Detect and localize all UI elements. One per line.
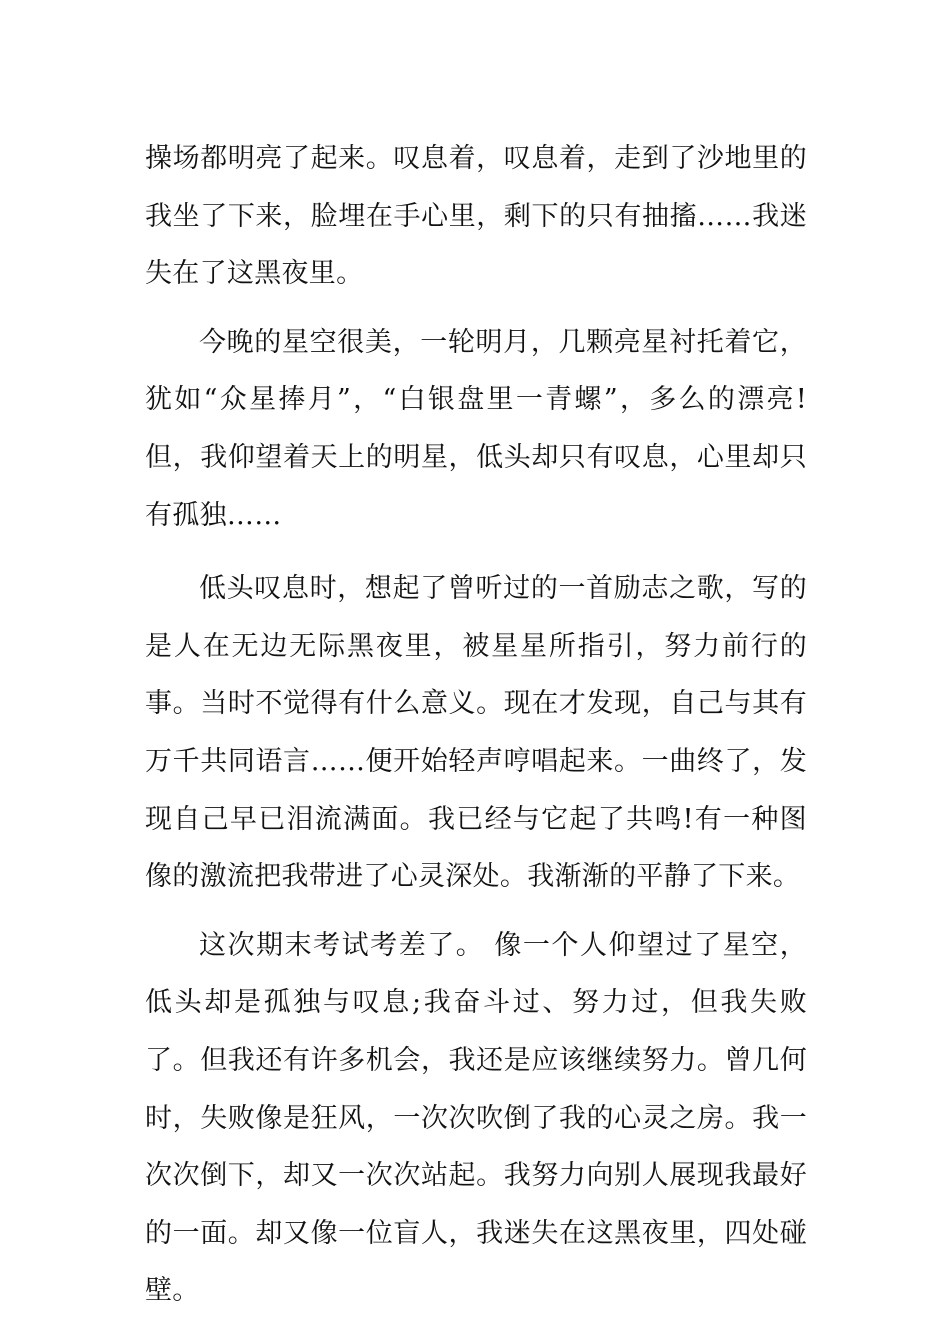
paragraph-3: 低头叹息时，想起了曾听过的一首励志之歌，写的是人在无边无际黑夜里，被星星所指引，努力前行的事。当时不觉得有什么意义。现在才发现，自己与其有万千共同语言……便开始轻声哼唱起来。一曲终了，发现自己早已泪流满面。我已经与它起了共鸣!有一种图像的激流把我带进了心灵深处。我渐渐的平静了下来。 — [145, 573, 807, 893]
paragraph-2: 今晚的星空很美，一轮明月，几颗亮星衬托着它，犹如“众星捧月”，“白银盘里一青螺”，多么的漂亮!但，我仰望着天上的明星，低头却只有叹息，心里却只有孤独…… — [145, 326, 807, 531]
paragraph-4: 这次期末考试考差了。 像一个人仰望过了星空，低头却是孤独与叹息;我奋斗过、努力过，但我失败了。但我还有许多机会，我还是应该继续努力。曾几何时，失败像是狂风，一次次吹倒了我的心灵之房。我一次次倒下，却又一次次站起。我努力向别人展现我最好的一面。却又像一位盲人，我迷失在这黑夜里，四处碰壁。 — [145, 929, 807, 1307]
document-body — [145, 130, 807, 1320]
paragraph-1: 操场都明亮了起来。叹息着，叹息着，走到了沙地里的我坐了下来，脸埋在手心里，剩下的只有抽搐……我迷失在了这黑夜里。 — [145, 143, 807, 290]
